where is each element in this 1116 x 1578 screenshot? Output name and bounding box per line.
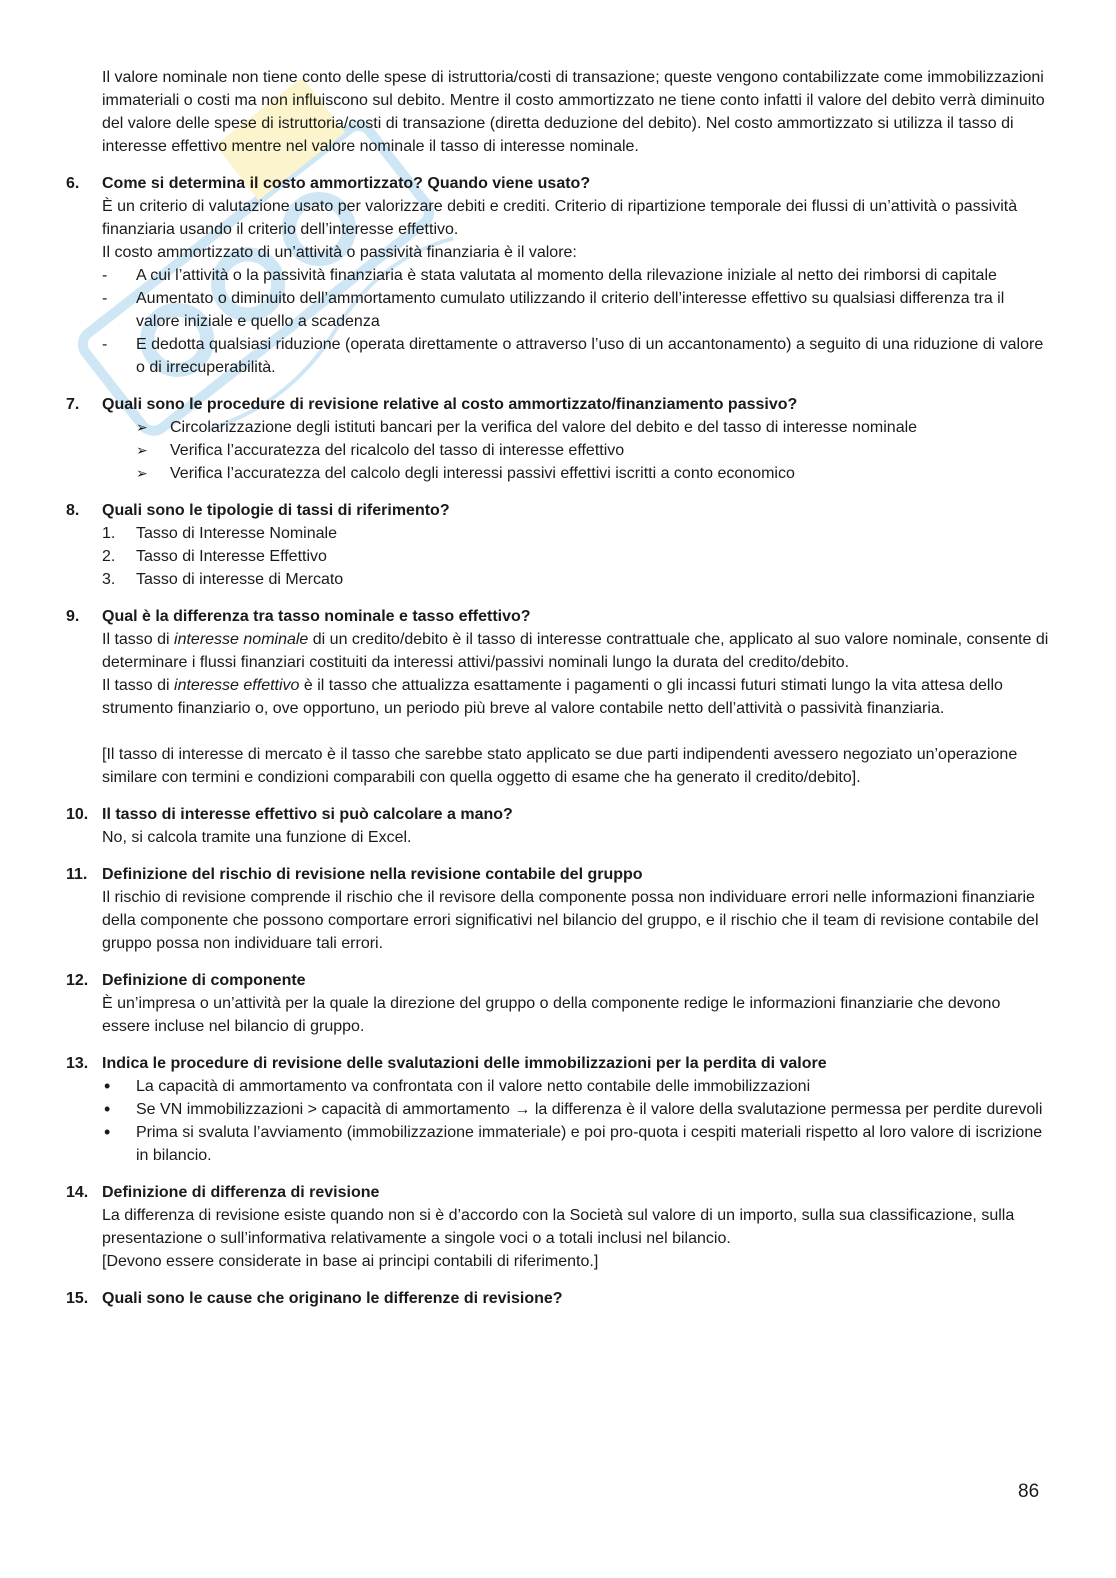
numbered-list (102, 522, 1052, 591)
question-body: Il rischio di revisione comprende il rischio che il revisore della componente possa non individuare errori nelle informazioni finanziarie della componente che possono comportare errori significativi nel bilancio del gruppo, e il rischio che il team di revisione contabile del gruppo possa non individuare tali errori. (102, 889, 1039, 952)
list-item: - A cui l’attività o la passività finanziaria è stata valutata al momento della rilevazione iniziale al netto dei rimborsi di capitale (102, 264, 1052, 287)
question-number: 13. (66, 1055, 89, 1072)
question-title: Come si determina il costo ammortizzato? Quando viene usato? (102, 175, 591, 192)
list-item: • Prima si svaluta l’avviamento (immobilizzazione immateriale) e poi pro-quota i cespiti materiali rispetto al loro valore di iscrizione in bilancio. (104, 1122, 1043, 1164)
question-10 (0, 803, 1116, 849)
arrow-bullet-icon: ➢ (136, 419, 148, 435)
question-body: È un’impresa o un’attività per la quale la direzione del gruppo o della componente redige le informazioni finanziarie che devono essere incluse nel bilancio di gruppo. (102, 995, 1001, 1035)
question-title: Indica le procedure di revisione delle svalutazioni delle immobilizzazioni per la perdita di valore (102, 1055, 827, 1072)
question-15 (0, 1287, 1116, 1310)
list-item: ➢ Circolarizzazione degli istituti bancari per la verifica del valore del debito e del tasso di interesse nominale (102, 416, 1052, 439)
list-number: 3. (102, 571, 116, 588)
question-body: Il tasso di interesse effettivo è il tasso che attualizza esattamente i pagamenti o gli incassi futuri stimati lungo la vita attesa dello strumento finanziario o, ove opportuno, un periodo più breve al valore contabile netto dell’attività o passività finanziaria. (102, 677, 1003, 717)
question-number: 10. (66, 806, 89, 823)
question-body: Il costo ammortizzato di un’attività o passività finanziaria è il valore: (102, 244, 577, 261)
question-body: È un criterio di valutazione usato per valorizzare debiti e crediti. Criterio di ripartizione temporale dei flussi di un’attività o passività finanziaria usando il criterio dell’interesse effettivo. (102, 198, 1018, 238)
question-title: Definizione di differenza di revisione (102, 1184, 380, 1201)
bullet-list (102, 1075, 1052, 1167)
question-8 (0, 499, 1116, 591)
list-number: 1. (102, 525, 116, 542)
question-number: 15. (66, 1290, 89, 1307)
question-number: 9. (66, 608, 80, 625)
question-9 (0, 605, 1116, 789)
question-note: [Devono essere considerate in base ai principi contabili di riferimento.] (102, 1253, 599, 1270)
dash-marker: - (102, 290, 108, 307)
question-note: [Il tasso di interesse di mercato è il tasso che sarebbe stato applicato se due parti indipendenti avessero negoziato un’operazione similare con termini e condizioni comparabili con quella oggetto di esame che ha generato il credito/debito]. (102, 746, 1018, 786)
list-item: ➢ Verifica l’accuratezza del calcolo degli interessi passivi effettivi iscritti a conto economico (102, 462, 1052, 485)
question-title: Il tasso di interesse effettivo si può calcolare a mano? (102, 806, 513, 823)
arrow-bullet-icon: ➢ (136, 465, 148, 481)
question-13 (0, 1052, 1116, 1167)
question-14 (0, 1181, 1116, 1273)
question-12 (0, 969, 1116, 1038)
dash-list (102, 264, 1052, 379)
bullet-icon: • (104, 1076, 111, 1096)
question-number: 7. (66, 396, 80, 413)
dash-marker: - (102, 267, 108, 284)
intro-paragraph: Il valore nominale non tiene conto delle spese di istruttoria/costi di transazione; queste vengono contabilizzate come immobilizzazioni immateriali o costi ma non influiscono sul debito. Mentre il costo ammortizzato ne tiene conto infatti il valore del debito verrà diminuito del valore delle spese di istruttoria/costi di transazione (diretta deduzione del debito). Nel costo ammortizzato si utilizza il tasso di interesse effettivo mentre nel valore nominale il tasso di interesse nominale. (102, 69, 1045, 155)
arrow-bullet-icon: ➢ (136, 442, 148, 458)
question-6 (0, 172, 1116, 379)
page-number: 86 (1018, 1481, 1040, 1502)
question-title: Quali sono le procedure di revisione relative al costo ammortizzato/finanziamento passivo? (102, 396, 798, 413)
list-item: - E dedotta qualsiasi riduzione (operata direttamente o attraverso l’uso di un accantonamento) a seguito di una riduzione di valore o di irrecuperabilità. (102, 333, 1052, 379)
question-title: Quali sono le tipologie di tassi di riferimento? (102, 502, 450, 519)
question-body: La differenza di revisione esiste quando non si è d’accordo con la Società sul valore di un importo, sulla sua classificazione, sulla presentazione o sull’informativa relativamente a singole voci o a totali inclusi nel bilancio. (102, 1207, 1015, 1247)
list-item: 3. Tasso di interesse di Mercato (102, 568, 1052, 591)
emphasis-term: interesse nominale (174, 631, 309, 648)
list-item: • La capacità di ammortamento va confrontata con il valore netto contabile delle immobilizzazioni (104, 1076, 811, 1096)
question-body: No, si calcola tramite una funzione di Excel. (102, 829, 412, 846)
question-number: 6. (66, 175, 80, 192)
bullet-icon: • (104, 1122, 111, 1142)
dash-marker: - (102, 336, 108, 353)
question-number: 8. (66, 502, 80, 519)
question-number: 12. (66, 972, 89, 989)
question-title: Qual è la differenza tra tasso nominale e tasso effettivo? (102, 608, 531, 625)
list-item: ➢ Verifica l’accuratezza del ricalcolo del tasso di interesse effettivo (102, 439, 1052, 462)
list-item: - Aumentato o diminuito dell’ammortamento cumulato utilizzando il criterio dell’interesse effettivo su qualsiasi differenza tra il valore iniziale e quello a scadenza (102, 287, 1052, 333)
question-title: Definizione del rischio di revisione nella revisione contabile del gruppo (102, 866, 643, 883)
arrow-list (102, 416, 1052, 485)
question-number: 11. (66, 866, 88, 883)
question-7 (0, 393, 1116, 485)
list-number: 2. (102, 548, 116, 565)
document-content (0, 66, 1116, 1310)
question-number: 14. (66, 1184, 89, 1201)
list-item: 2. Tasso di Interesse Effettivo (102, 545, 1052, 568)
question-body: Il tasso di interesse nominale di un credito/debito è il tasso di interesse contrattuale che, applicato al suo valore nominale, consente di determinare i flussi finanziari costituiti da interessi attivi/passivi nominali lungo la durata del credito/debito. (102, 631, 1049, 671)
emphasis-term: interesse effettivo (174, 677, 300, 694)
question-title: Definizione di componente (102, 972, 306, 989)
list-item: • Se VN immobilizzazioni > capacità di ammortamento → la differenza è il valore della svalutazione permessa per perdite durevoli (104, 1099, 1043, 1119)
bullet-icon: • (104, 1099, 111, 1119)
question-11 (0, 863, 1116, 955)
question-title: Quali sono le cause che originano le differenze di revisione? (102, 1290, 563, 1307)
list-item: 1. Tasso di Interesse Nominale (102, 522, 1052, 545)
